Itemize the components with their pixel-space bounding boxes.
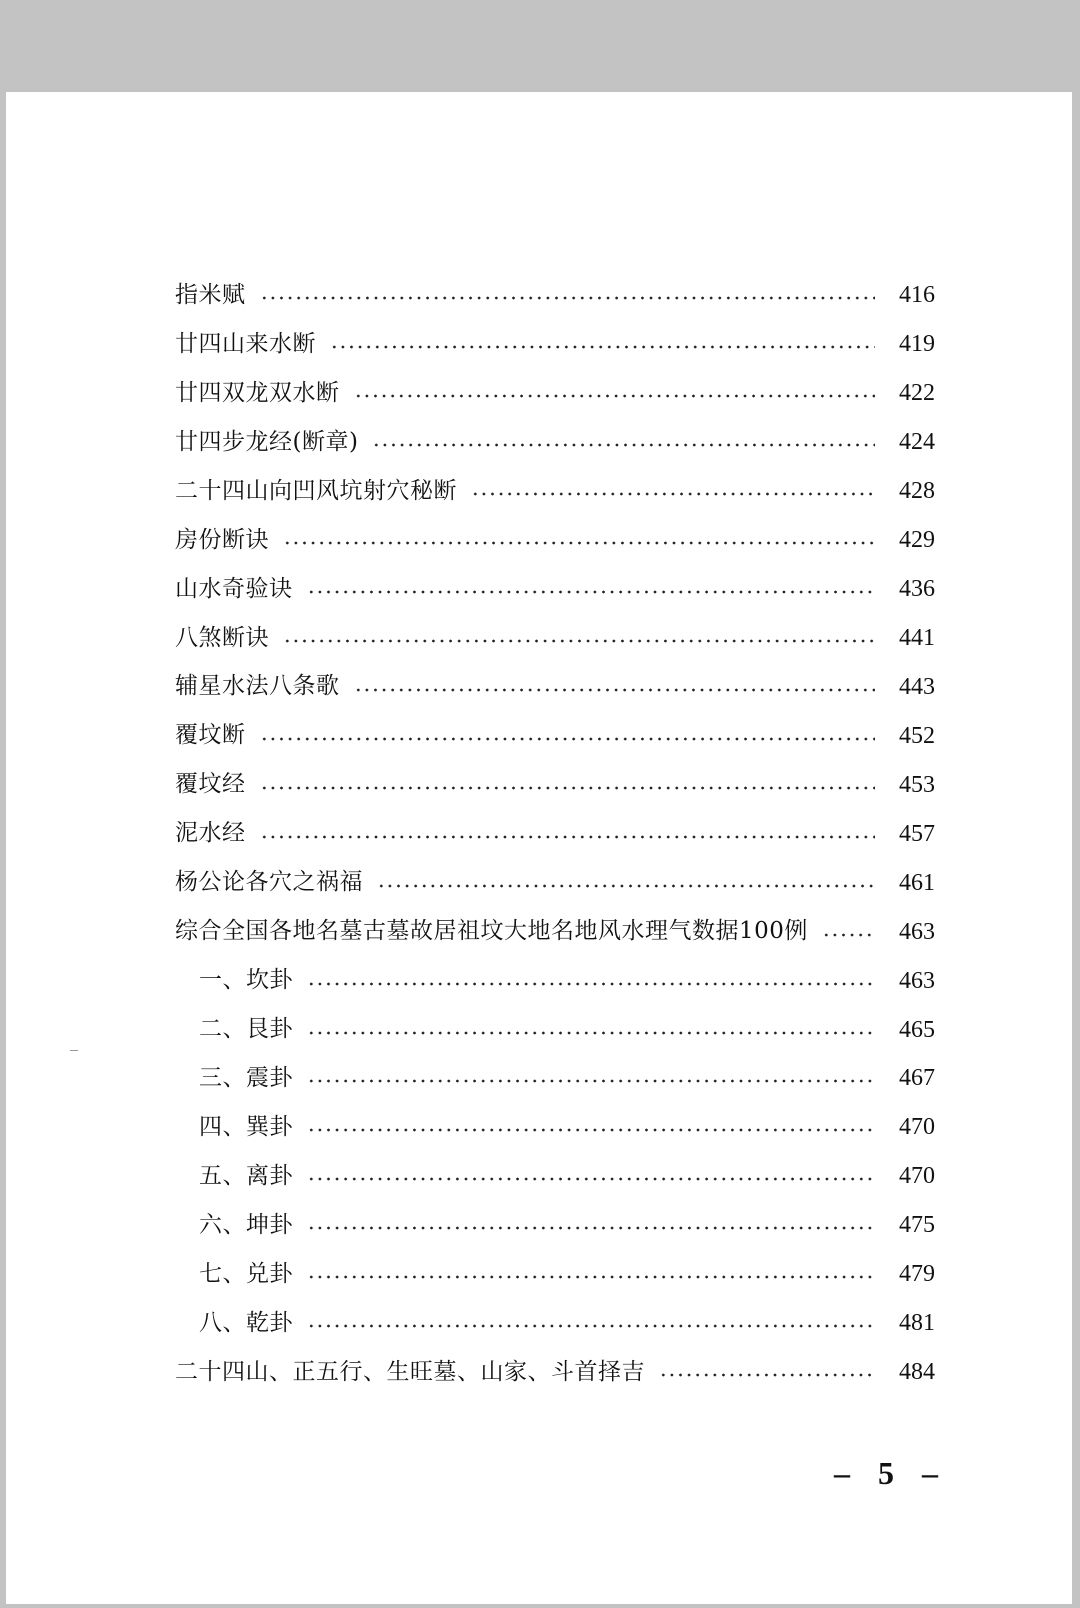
toc-dot-leader (260, 296, 876, 300)
toc-entry-page: 428 (899, 478, 935, 505)
toc-entry-page: 463 (899, 918, 935, 945)
toc-entry-page: 481 (899, 1310, 935, 1337)
toc-dot-leader (377, 884, 875, 888)
toc-dot-leader (822, 933, 875, 937)
toc-entry-title: 房份断诀 (175, 526, 269, 553)
toc-entry-page: 424 (899, 429, 935, 456)
toc-entry-page: 484 (899, 1359, 935, 1386)
toc-entry-page: 441 (899, 625, 935, 652)
toc-dot-leader (659, 1373, 875, 1377)
toc-entry (175, 467, 935, 516)
toc-entry (175, 1005, 935, 1054)
toc-entry (175, 711, 935, 760)
toc-dot-leader (283, 639, 875, 643)
toc-entry (175, 565, 935, 614)
toc-entry-title: 二十四山向凹风坑射穴秘断 (175, 477, 457, 504)
toc-entry-page: 419 (899, 331, 935, 358)
toc-entry (175, 1348, 935, 1397)
toc-dot-leader (354, 688, 876, 692)
toc-entry-title: 三、震卦 (199, 1064, 293, 1091)
toc-dot-leader (260, 737, 876, 741)
toc-dot-leader (307, 1177, 875, 1181)
toc-entry (175, 418, 935, 467)
toc-entry-page: 470 (899, 1114, 935, 1141)
toc-entry (175, 369, 935, 418)
toc-entry-title: 泥水经 (175, 820, 246, 847)
toc-entry-page: 467 (899, 1065, 935, 1092)
toc-dot-leader (260, 786, 876, 790)
toc-entry-page: 470 (899, 1163, 935, 1190)
toc-entry-title: 二十四山、正五行、生旺墓、山家、斗首择吉 (175, 1358, 645, 1385)
toc-entry-page: 465 (899, 1016, 935, 1043)
toc-entry-page: 443 (899, 673, 935, 700)
toc-entry-title: 一、坎卦 (199, 967, 293, 994)
toc-dot-leader (372, 443, 875, 447)
toc-entry-title: 二、艮卦 (199, 1016, 293, 1043)
toc-entry (175, 1103, 935, 1152)
toc-entry (175, 271, 935, 320)
toc-entry-title: 辅星水法八条歌 (175, 673, 340, 700)
toc-entry-page: 457 (899, 820, 935, 847)
toc-entry-page: 453 (899, 771, 935, 798)
toc-entry-title: 六、坤卦 (199, 1211, 293, 1238)
toc-entry-title: 五、离卦 (199, 1162, 293, 1189)
toc-entry (175, 1152, 935, 1201)
toc-entry-title: 覆坟断 (175, 722, 246, 749)
scan-artifact (70, 1050, 78, 1051)
toc-dot-leader (354, 394, 876, 398)
toc-entry (175, 1201, 935, 1250)
toc-dot-leader (307, 1324, 875, 1328)
toc-entry (175, 320, 935, 369)
toc-dot-leader (471, 492, 875, 496)
toc-entry-title: 杨公论各穴之祸福 (175, 869, 363, 896)
toc-entry-title: 七、兑卦 (199, 1260, 293, 1287)
toc-entry-page: 463 (899, 967, 935, 994)
toc-entry (175, 956, 935, 1005)
toc-dot-leader (307, 1275, 875, 1279)
toc-dot-leader (307, 1079, 875, 1083)
toc-entry-title: 综合全国各地名墓古墓故居祖坟大地名地风水理气数据100例 (175, 918, 808, 945)
toc-entry (175, 614, 935, 663)
toc-dot-leader (283, 541, 875, 545)
toc-dot-leader (307, 590, 876, 594)
toc-entry-page: 475 (899, 1212, 935, 1239)
toc-entry-page: 452 (899, 722, 935, 749)
toc-entry (175, 858, 935, 907)
toc-entry-title: 八、乾卦 (199, 1309, 293, 1336)
toc-entry-title: 廿四步龙经(断章) (175, 428, 359, 455)
toc-entry (175, 1250, 935, 1299)
toc-entry-title: 覆坟经 (175, 771, 246, 798)
toc-dot-leader (260, 835, 876, 839)
toc-entry (175, 809, 935, 858)
toc-dot-leader (307, 1128, 875, 1132)
toc-entry-page: 422 (899, 380, 935, 407)
toc-entry (175, 760, 935, 809)
toc-dot-leader (307, 982, 875, 986)
toc-entry-title: 廿四山来水断 (175, 330, 316, 357)
toc-entry (175, 1054, 935, 1103)
page-number: – 5 – (834, 1455, 948, 1491)
toc-entry-title: 四、巽卦 (199, 1113, 293, 1140)
toc-entry-page: 416 (899, 282, 935, 309)
toc-dot-leader (307, 1031, 875, 1035)
toc-dot-leader (307, 1226, 875, 1230)
table-of-contents (175, 271, 935, 1397)
toc-dot-leader (330, 345, 875, 349)
toc-entry (175, 907, 935, 956)
toc-entry-page: 479 (899, 1261, 935, 1288)
toc-entry (175, 1299, 935, 1348)
toc-entry (175, 663, 935, 712)
toc-entry-page: 436 (899, 576, 935, 603)
toc-entry-page: 461 (899, 869, 935, 896)
toc-entry-title: 八煞断诀 (175, 624, 269, 651)
toc-entry-title: 山水奇验诀 (175, 575, 293, 602)
toc-entry-page: 429 (899, 527, 935, 554)
toc-entry-title: 指米赋 (175, 281, 246, 308)
toc-entry (175, 516, 935, 565)
toc-entry-title: 廿四双龙双水断 (175, 379, 340, 406)
